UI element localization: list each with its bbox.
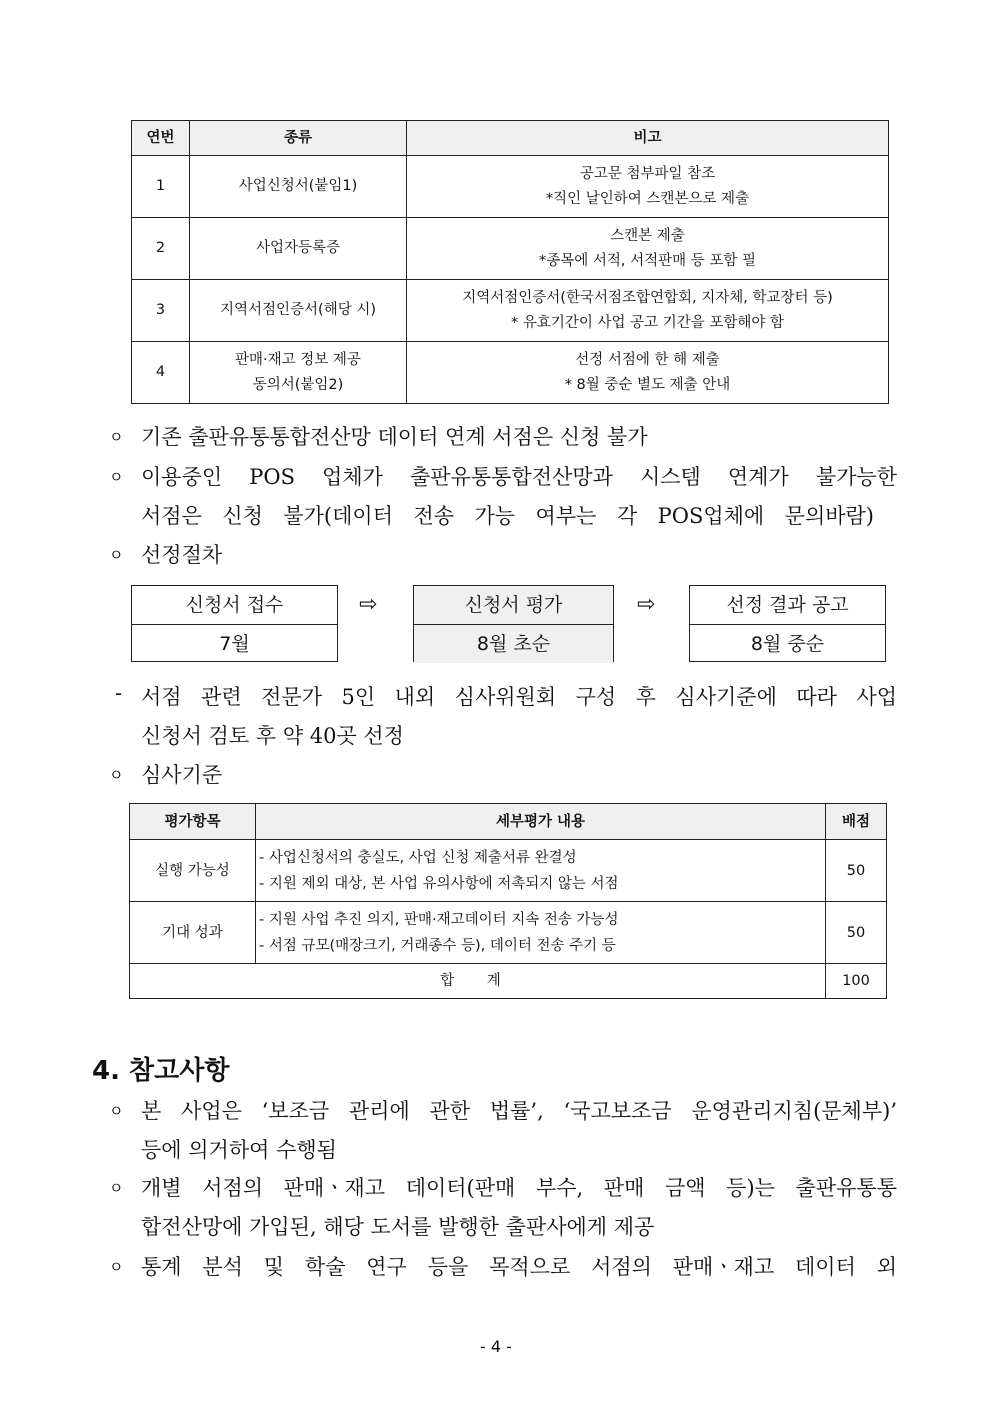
process-step-title: 신청서 접수 [132,586,337,625]
detail-line: - 사업신청서의 충실도, 사업 신청 제출서류 완결성 [259,849,577,866]
row-kind [190,342,407,404]
dash-text: 서점 관련 전문가 5인 내외 심사위원회 구성 후 심사기준에 따라 사업 [141,685,897,709]
header-detail: 세부평가 내용 [256,804,826,840]
table-row [132,156,889,218]
kind-line: 동의서(붙임2) [252,376,344,393]
process-step-time: 8월 초순 [414,625,613,663]
row-no: 4 [132,342,190,404]
bullet-icon: ㅇ [109,1179,124,1197]
bullet-text: 통계 분석 및 학술 연구 등을 목적으로 서점의 판매ㆍ재고 데이터 외 [141,1255,897,1279]
row-no: 3 [132,280,190,342]
header-item: 평가항목 [130,804,256,840]
row-item: 기대 성과 [130,902,256,964]
section-heading: 4. 참고사항 [92,1056,230,1086]
bullet-text: 이용중인 POS 업체가 출판유통통합전산망과 시스템 연계가 불가능한 [141,465,897,489]
process-step-time: 7월 [219,633,250,655]
bullet-text: 심사기준 [141,763,223,787]
row-note [407,156,889,218]
row-note [407,280,889,342]
table-header-row [130,804,887,840]
detail-line: - 지원 사업 추진 의지, 판매·재고데이터 지속 전송 가능성 [259,911,619,928]
process-step-time: 8월 중순 [750,633,825,655]
row-item: 실행 가능성 [130,840,256,902]
process-step-3 [689,585,886,662]
bullet-icon: ㅇ [109,428,124,446]
row-no: 2 [132,218,190,280]
note-line: 공고문 첨부파일 참조 [579,165,716,182]
row-note [407,342,889,404]
note-line: * 8월 중순 별도 제출 안내 [564,376,731,393]
note-line: *종목에 서적, 서적판매 등 포함 필 [539,252,756,269]
row-score: 50 [826,902,887,964]
detail-line: - 서점 규모(매장크기, 거래종수 등), 데이터 전송 주기 등 [259,937,616,954]
process-step-2 [413,585,614,662]
total-label: 합 계 [130,964,826,999]
note-line: 선정 서점에 한 해 제출 [575,351,720,368]
process-step-1 [131,585,338,662]
detail-line: - 지원 제외 대상, 본 사업 유의사항에 저촉되지 않는 서점 [259,875,619,892]
bullet-text: 본 사업은 ‘보조금 관리에 관한 법률’, ‘국고보조금 운영관리지침(문체부)’ [141,1099,897,1123]
kind-line: 판매·재고 정보 제공 [235,351,361,368]
bullet-icon: ㅇ [109,766,124,784]
criteria-table [129,803,887,999]
note-line: 지역서점인증서(한국서점조합연합회, 지자체, 학교장터 등) [462,289,833,306]
dash-marker: - [115,681,123,705]
process-step-title: 신청서 평가 [414,586,613,625]
row-kind: 사업신청서(붙임1) [190,156,407,218]
note-line: * 유효기간이 사업 공고 기간을 포함해야 함 [510,314,785,331]
bullet-text: 기존 출판유통통합전산망 데이터 연계 서점은 신청 불가 [141,425,648,449]
table-row [130,840,887,902]
table-header-row [132,121,889,156]
table-row [132,280,889,342]
note-line: *직인 날인하여 스캔본으로 제출 [545,190,750,207]
table-row [130,902,887,964]
header-score: 배점 [826,804,887,840]
row-kind: 사업자등록증 [190,218,407,280]
total-row [130,964,887,999]
note-line: 스캔본 제출 [610,227,685,244]
total-score: 100 [826,964,887,999]
row-note [407,218,889,280]
bullet-icon: ㅇ [109,546,124,564]
row-detail [256,902,826,964]
bullet-text: 개별 서점의 판매ㆍ재고 데이터(판매 부수, 판매 금액 등)는 출판유통통 [141,1176,897,1200]
process-step-title: 선정 결과 공고 [690,586,885,625]
arrow-right-icon: ⇨ [637,592,656,617]
row-score: 50 [826,840,887,902]
bullet-text-cont: 합전산망에 가입된, 해당 도서를 발행한 출판사에게 제공 [141,1215,655,1239]
bullet-icon: ㅇ [109,468,124,486]
page-number: - 4 - [480,1337,512,1356]
documents-table [131,120,889,404]
table-row [132,342,889,404]
arrow-right-icon: ⇨ [359,592,378,617]
row-no: 1 [132,156,190,218]
header-note: 비고 [407,121,889,156]
bullet-text-cont: 서점은 신청 불가(데이터 전송 가능 여부는 각 POS업체에 문의바람) [141,504,874,528]
bullet-icon: ㅇ [109,1258,124,1276]
row-detail [256,840,826,902]
table-row [132,218,889,280]
bullet-text: 선정절차 [141,543,223,567]
header-kind: 종류 [190,121,407,156]
bullet-icon: ㅇ [109,1102,124,1120]
dash-text-cont: 신청서 검토 후 약 40곳 선정 [141,724,404,748]
row-kind: 지역서점인증서(해당 시) [190,280,407,342]
header-no: 연번 [132,121,190,156]
bullet-text-cont: 등에 의거하여 수행됨 [141,1138,337,1162]
